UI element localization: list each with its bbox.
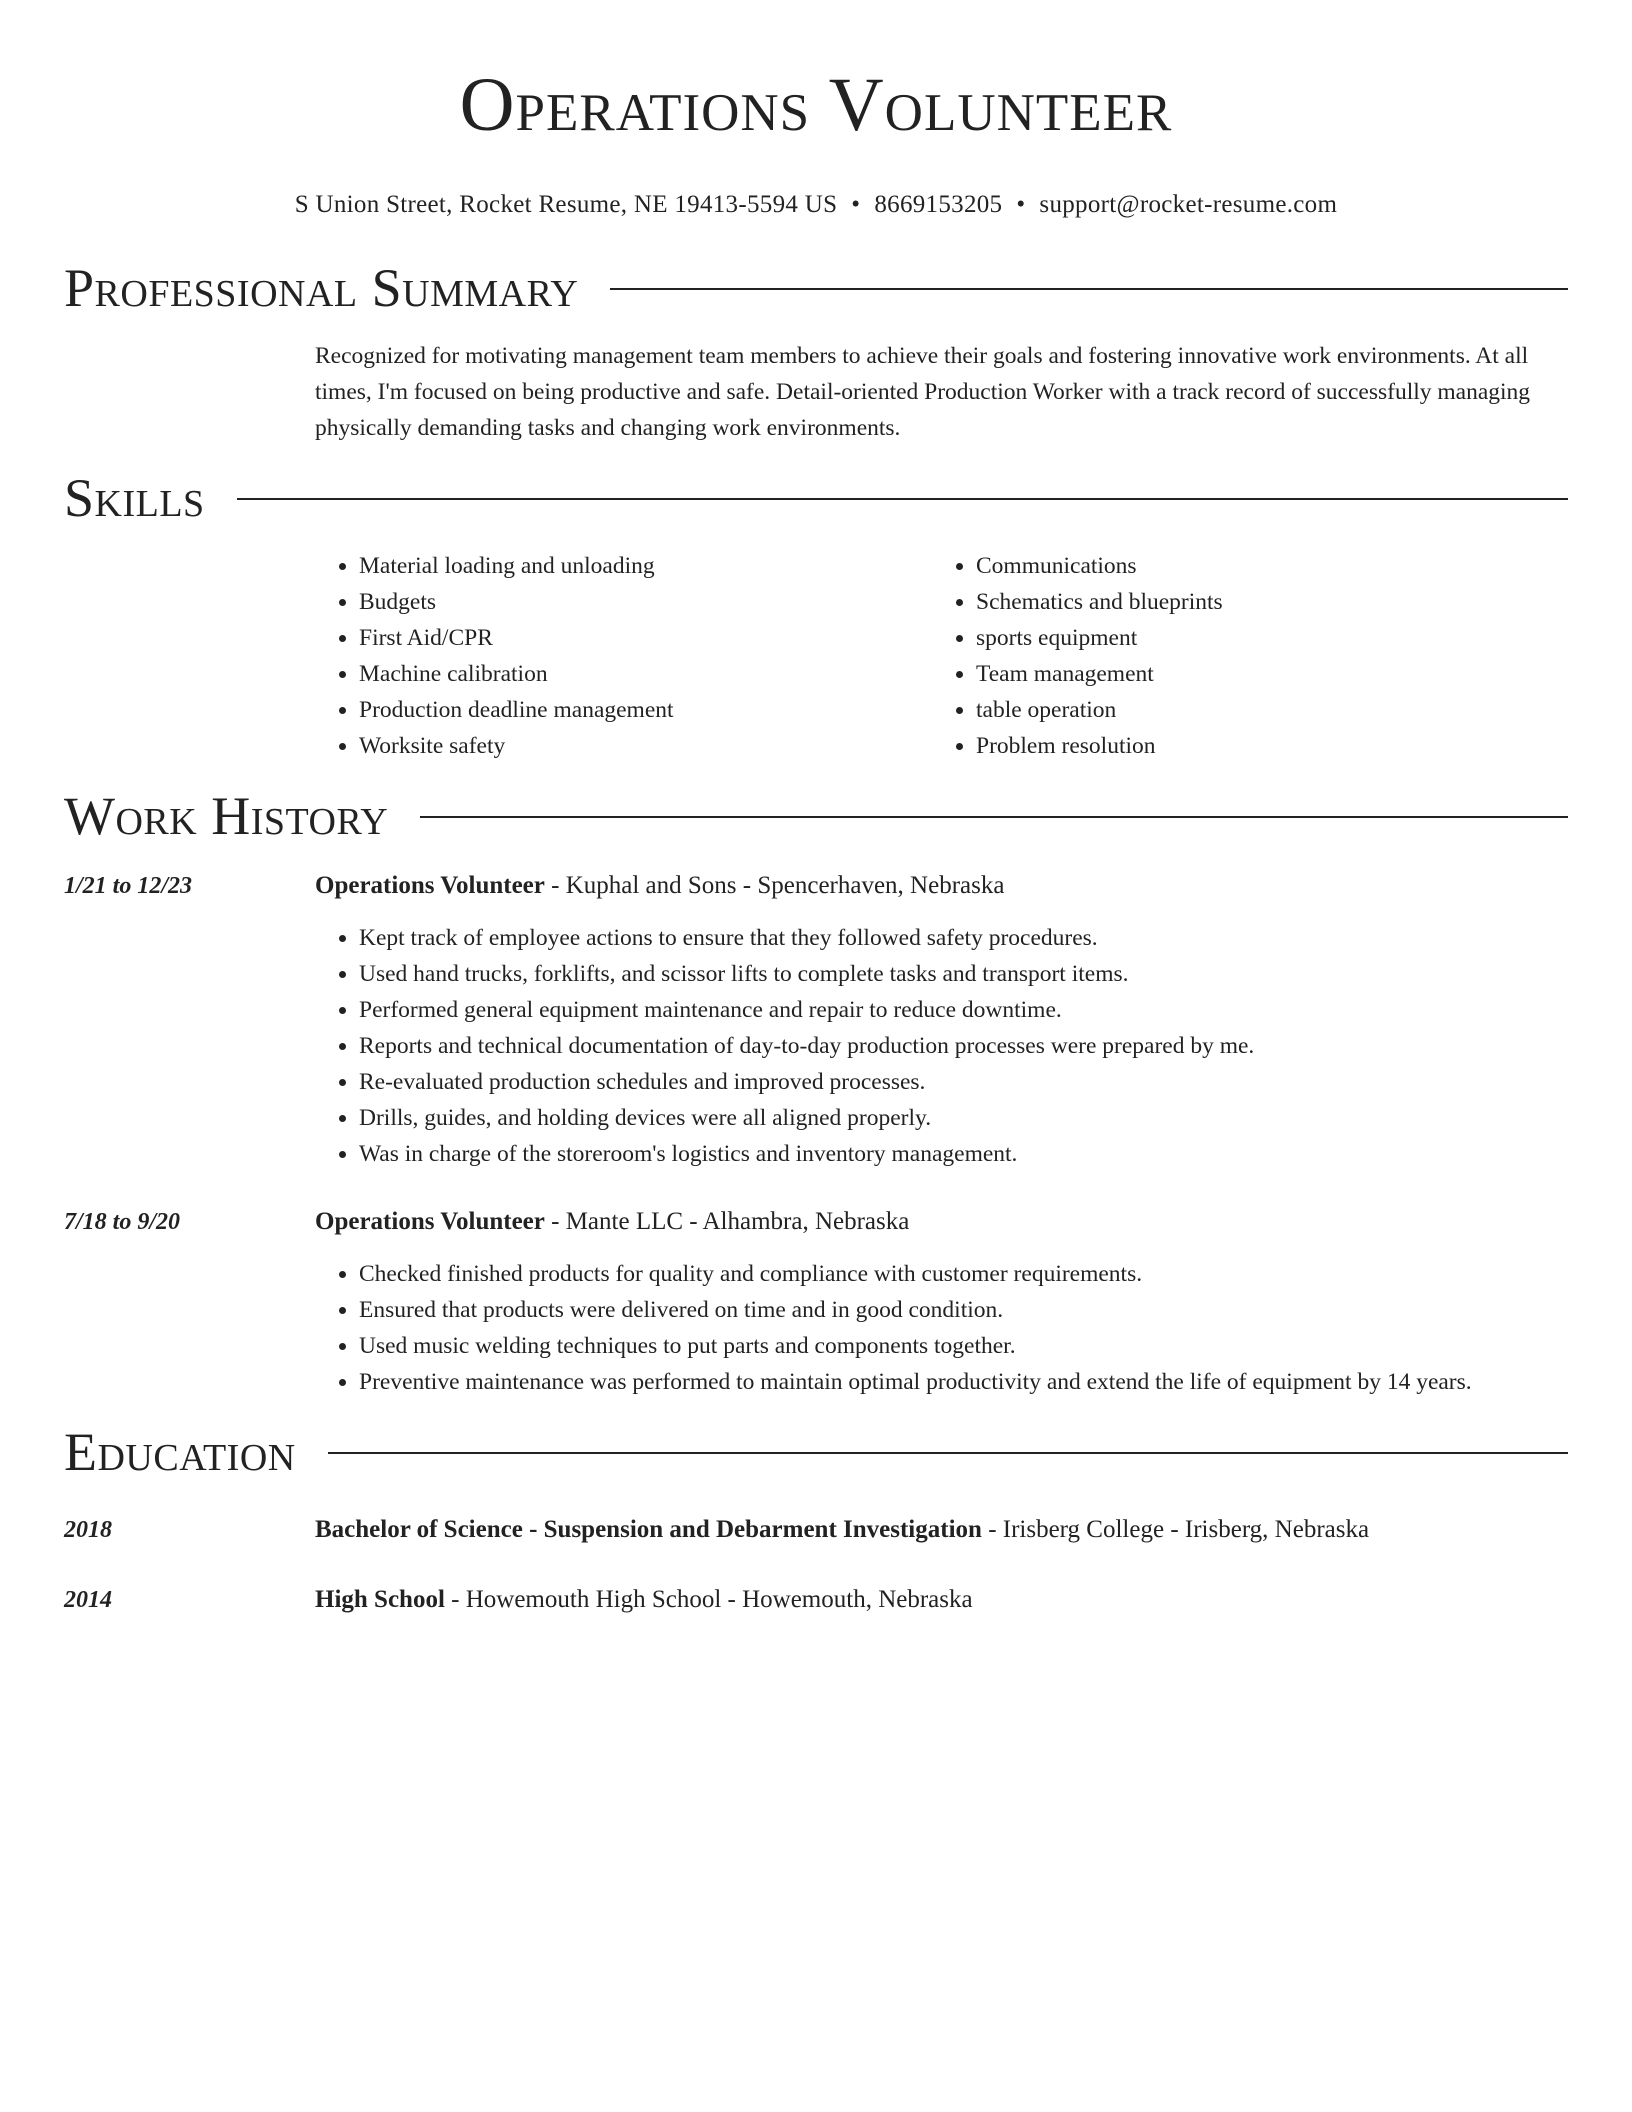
education-school: - Irisberg College - Irisberg, Nebraska xyxy=(981,1516,1370,1543)
skill-item: • Worksite safety xyxy=(359,728,932,764)
job-bullet: • Used music welding techniques to put parts and components together. xyxy=(359,1328,1568,1364)
job-bullet: • Used hand trucks, forklifts, and scissor lifts to complete tasks and transport items. xyxy=(359,956,1568,992)
education-line xyxy=(315,1582,973,1618)
job-title-line xyxy=(315,1204,909,1240)
skills-section-header xyxy=(64,468,1568,528)
work-heading: Work History xyxy=(64,786,389,846)
skills-heading: Skills xyxy=(64,468,205,528)
candidate-name: Operations Volunteer xyxy=(459,63,1173,147)
contact-email: support@rocket-resume.com xyxy=(1039,191,1338,218)
education-section-header xyxy=(64,1422,1568,1482)
job-title: Operations Volunteer xyxy=(315,872,545,899)
skills-list xyxy=(315,548,1568,764)
skill-item: • Team management xyxy=(976,656,1549,692)
summary-heading: Professional Summary xyxy=(64,258,579,318)
contact-phone: 8669153205 xyxy=(874,191,1003,218)
skills-column-right xyxy=(932,548,1549,764)
education-degree: High School xyxy=(315,1586,445,1613)
job-bullet: • Reports and technical documentation of day-to-day production processes were prepared by me. xyxy=(359,1028,1568,1064)
contact-address: S Union Street, Rocket Resume, NE 19413-5594 US xyxy=(294,191,838,218)
job-bullet: • Drills, guides, and holding devices were all aligned properly. xyxy=(359,1100,1568,1136)
job-bullet: • Ensured that products were delivered on time and in good condition. xyxy=(359,1292,1568,1328)
skill-item: • table operation xyxy=(976,692,1549,728)
job-employer: - Kuphal and Sons - Spencerhaven, Nebraska xyxy=(544,872,1005,899)
job-bullet: • Kept track of employee actions to ensure that they followed safety procedures. xyxy=(359,920,1568,956)
job-bullet: • Re-evaluated production schedules and improved processes. xyxy=(359,1064,1568,1100)
education-degree: Bachelor of Science - Suspension and Debarment Investigation xyxy=(315,1516,982,1543)
skill-item: • First Aid/CPR xyxy=(359,620,932,656)
summary-section-header xyxy=(64,258,1568,318)
education-year: 2018 xyxy=(64,1517,112,1543)
skill-item: • sports equipment xyxy=(976,620,1549,656)
contact-separator: • xyxy=(1016,191,1026,218)
education-line xyxy=(315,1512,1369,1548)
skill-item: • Production deadline management xyxy=(359,692,932,728)
work-section-header xyxy=(64,786,1568,846)
section-divider xyxy=(328,1452,1568,1454)
section-divider xyxy=(237,498,1568,500)
section-divider xyxy=(610,288,1568,290)
skill-item: • Communications xyxy=(976,548,1549,584)
job-title: Operations Volunteer xyxy=(315,1208,545,1235)
education-heading: Education xyxy=(64,1422,296,1482)
job-employer: - Mante LLC - Alhambra, Nebraska xyxy=(544,1208,910,1235)
skill-item: • Material loading and unloading xyxy=(359,548,932,584)
education-year: 2014 xyxy=(64,1587,112,1613)
contact-separator: • xyxy=(851,191,861,218)
contact-line xyxy=(64,190,1568,220)
skill-item: • Problem resolution xyxy=(976,728,1549,764)
job-bullets xyxy=(315,920,1568,1172)
skill-item: • Schematics and blueprints xyxy=(976,584,1549,620)
job-bullets xyxy=(315,1256,1568,1400)
job-bullet: • Preventive maintenance was performed to maintain optimal productivity and extend the life of equipment by 14 years. xyxy=(359,1364,1568,1400)
job-entry xyxy=(64,1204,1568,1240)
skills-column-left xyxy=(315,548,932,764)
job-dates: 1/21 to 12/23 xyxy=(64,873,193,899)
education-entry xyxy=(64,1512,1568,1548)
education-entry xyxy=(64,1582,1568,1618)
skill-item: • Machine calibration xyxy=(359,656,932,692)
job-title-line xyxy=(315,868,1004,904)
skill-item: • Budgets xyxy=(359,584,932,620)
job-entry xyxy=(64,868,1568,904)
job-bullet: • Performed general equipment maintenance and repair to reduce downtime. xyxy=(359,992,1568,1028)
job-bullet: • Was in charge of the storeroom's logistics and inventory management. xyxy=(359,1136,1568,1172)
summary-text: Recognized for motivating management team members to achieve their goals and fostering innovative work environments. At all times, I'm focused on being productive and safe. Detail-oriented Production Worker with a track record of successfully managing physically demanding tasks and changing work environments. xyxy=(315,343,1531,441)
job-dates: 7/18 to 9/20 xyxy=(64,1209,181,1235)
section-divider xyxy=(420,816,1568,818)
education-school: - Howemouth High School - Howemouth, Nebraska xyxy=(444,1586,973,1613)
job-bullet: • Checked finished products for quality and compliance with customer requirements. xyxy=(359,1256,1568,1292)
